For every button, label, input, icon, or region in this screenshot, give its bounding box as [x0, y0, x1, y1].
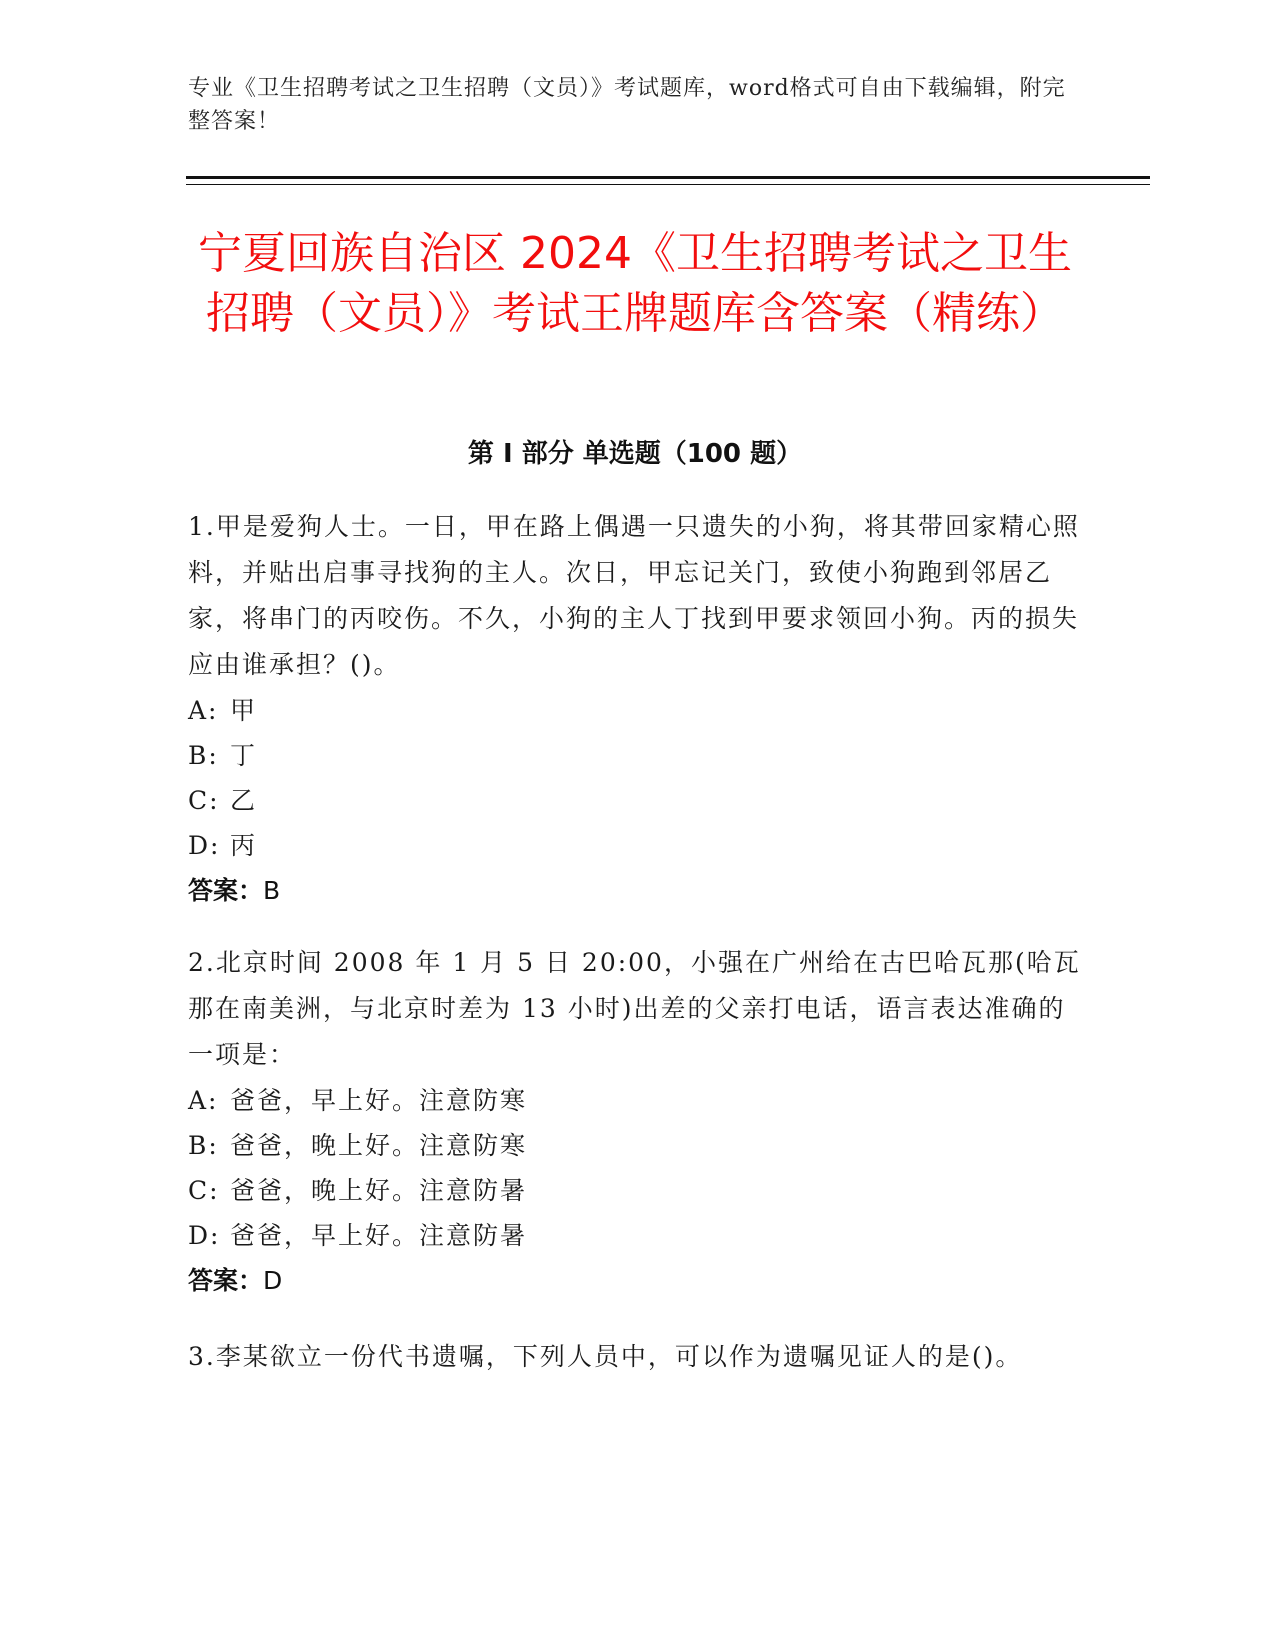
header-note: 专业《卫生招聘考试之卫生招聘（文员）》考试题库，word格式可自由下载编辑，附完整答案！: [188, 76, 1066, 134]
option-d: [188, 823, 1088, 868]
option-text: 乙: [230, 786, 258, 815]
option-b: [188, 733, 1088, 778]
question-stem: 2.北京时间 2008 年 1 月 5 日 20:00，小强在广州给在古巴哈瓦那(哈瓦那在南美洲，与北京时差为 13 小时)出差的父亲打电话，语言表达准确的一项是：: [188, 948, 1081, 1069]
option-letter: A:: [188, 1086, 219, 1115]
option-text: 爸爸，早上好。注意防暑: [230, 1221, 528, 1250]
option-text: 爸爸，早上好。注意防寒: [230, 1086, 528, 1115]
header-divider-thin: [186, 184, 1150, 185]
option-text: 丁: [230, 741, 258, 770]
option-a: [188, 688, 1088, 733]
option-letter: C:: [188, 786, 220, 815]
option-c: [188, 778, 1088, 823]
answer-line: [188, 868, 1088, 914]
question-2: [188, 940, 1088, 1304]
option-text: 丙: [230, 831, 258, 860]
document-title: 宁夏回族自治区 2024《卫生招聘考试之卫生招聘（文员）》考试王牌题库含答案（精练）: [198, 228, 1072, 339]
option-letter: B:: [188, 741, 219, 770]
option-letter: C:: [188, 1176, 220, 1205]
option-b: [188, 1123, 1088, 1168]
question-stem: 3.李某欲立一份代书遗嘱，下列人员中，可以作为遗嘱见证人的是()。: [188, 1342, 1023, 1371]
option-a: [188, 1078, 1088, 1123]
option-d: [188, 1213, 1088, 1258]
question-3: [188, 1334, 1088, 1380]
option-text: 爸爸，晚上好。注意防暑: [230, 1176, 528, 1205]
answer-line: [188, 1258, 1088, 1304]
question-stem: 1.甲是爱狗人士。一日，甲在路上偶遇一只遗失的小狗，将其带回家精心照料，并贴出启事寻找狗的主人。次日，甲忘记关门，致使小狗跑到邻居乙家，将串门的丙咬伤。不久，小狗的主人丁找到甲要求领回小狗。丙的损失应由谁承担？()。: [188, 512, 1080, 679]
option-letter: A:: [188, 696, 219, 725]
option-letter: B:: [188, 1131, 219, 1160]
option-c: [188, 1168, 1088, 1213]
option-letter: D:: [188, 1221, 221, 1250]
option-text: 甲: [230, 696, 258, 725]
answer-label: 答案：: [188, 876, 264, 905]
answer-value: D: [263, 1266, 283, 1295]
section-title: 第 I 部分 单选题（100 题）: [467, 439, 803, 469]
question-1: [188, 504, 1088, 914]
option-letter: D:: [188, 831, 221, 860]
option-text: 爸爸，晚上好。注意防寒: [230, 1131, 528, 1160]
answer-value: B: [263, 876, 281, 905]
header-divider-thick: [186, 176, 1150, 179]
answer-label: 答案：: [188, 1266, 264, 1295]
